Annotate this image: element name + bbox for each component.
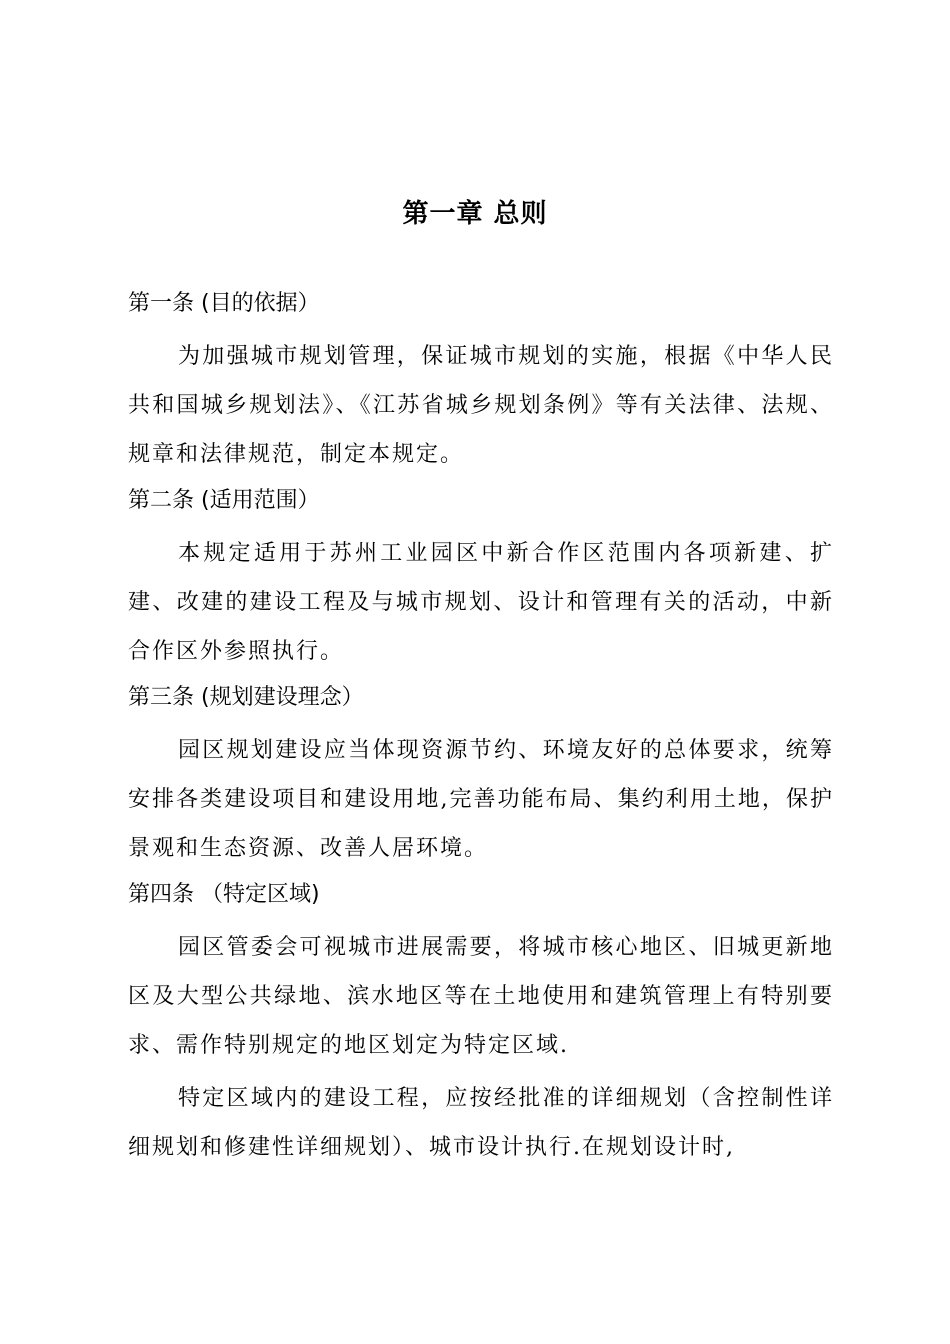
article-paragraph: 特定区域内的建设工程，应按经批准的详细规划（含控制性详细规划和修建性详细规划）、城市设计执行.在规划设计时, — [128, 1086, 834, 1160]
article-paragraph: 园区规划建设应当体现资源节约、环境友好的总体要求，统筹安排各类建设项目和建设用地,完善功能布局、集约利用土地，保护景观和生态资源、改善人居环境。 — [128, 738, 834, 861]
article-paragraph: 为加强城市规划管理，保证城市规划的实施，根据《中华人民共和国城乡规划法》、《江苏省城乡规划条例》等有关法律、法规、规章和法律规范，制定本规定。 — [128, 344, 834, 467]
article-heading: 第一条 (目的依据） — [128, 291, 320, 316]
chapter-title: 第一章 总则 — [402, 199, 548, 229]
document-body — [128, 286, 834, 1172]
article-paragraph: 园区管委会可视城市进展需要，将城市核心地区、旧城更新地区及大型公共绿地、滨水地区等在土地使用和建筑管理上有特别要求、需作特别规定的地区划定为特定区域. — [128, 935, 834, 1058]
article-paragraph: 本规定适用于苏州工业园区中新合作区范围内各项新建、扩建、改建的建设工程及与城市规划、设计和管理有关的活动，中新合作区外参照执行。 — [128, 541, 834, 664]
article-heading: 第二条 (适用范围） — [128, 488, 320, 513]
article-heading: 第三条 (规划建设理念） — [128, 685, 364, 710]
article-heading: 第四条 （特定区域) — [128, 882, 320, 907]
